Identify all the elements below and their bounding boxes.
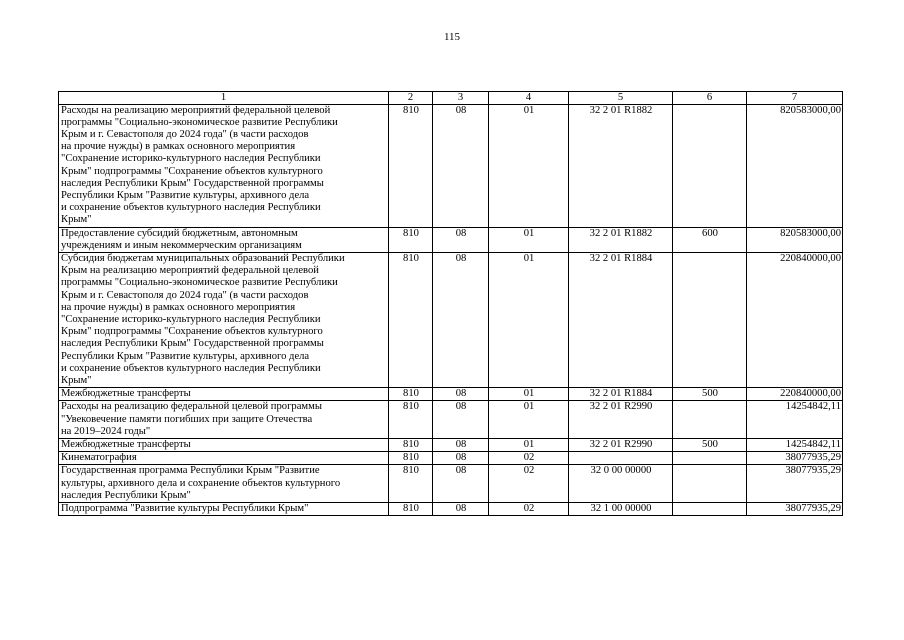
row-section: 08 [433,104,489,227]
row-subsection: 01 [489,104,569,227]
row-ministry: 810 [389,503,433,516]
row-target-article: 32 2 01 R1882 [569,104,673,227]
header-col-6: 6 [673,92,747,105]
header-col-2: 2 [389,92,433,105]
budget-table [58,91,843,516]
row-subsection: 01 [489,252,569,387]
row-target-article: 32 2 01 R1884 [569,388,673,401]
row-amount: 220840000,00 [747,252,843,387]
row-target-article: 32 0 00 00000 [569,465,673,503]
header-col-4: 4 [489,92,569,105]
row-ministry: 810 [389,227,433,252]
row-section: 08 [433,401,489,439]
header-row [59,92,843,105]
row-subsection: 01 [489,401,569,439]
row-subsection: 02 [489,465,569,503]
row-expense-type [673,401,747,439]
row-section: 08 [433,465,489,503]
row-name: Кинематография [59,452,389,465]
header-col-1: 1 [59,92,389,105]
row-amount: 38077935,29 [747,465,843,503]
row-ministry: 810 [389,401,433,439]
row-expense-type [673,452,747,465]
row-expense-type [673,104,747,227]
row-subsection: 01 [489,438,569,451]
table-row [59,452,843,465]
row-target-article: 32 2 01 R2990 [569,438,673,451]
header-col-7: 7 [747,92,843,105]
row-subsection: 02 [489,503,569,516]
row-section: 08 [433,438,489,451]
row-name: Расходы на реализацию мероприятий федеральной целевой программы "Социально-экономическое развитие Республики Крым и г. Севастополя до 2024 года" (в части расходов на прочие нужды) в рамках основного мероприятия "Сохранение историко-культурного наследия Республики Крым" подпрограммы "Сохранение объектов культурного наследия Республики Крым" Государственной программы Республики Крым "Развитие культуры, архивного дела и сохранение объектов культурного наследия Республики Крым" [59,104,389,227]
table-row [59,503,843,516]
table-row [59,388,843,401]
row-target-article: 32 2 01 R2990 [569,401,673,439]
table-row [59,465,843,503]
row-name: Предоставление субсидий бюджетным, автономным учреждениям и иным некоммерческим организациям [59,227,389,252]
row-expense-type: 600 [673,227,747,252]
row-amount: 820583000,00 [747,104,843,227]
table-row [59,438,843,451]
row-target-article: 32 2 01 R1884 [569,252,673,387]
table-row [59,252,843,387]
row-section: 08 [433,388,489,401]
row-name: Расходы на реализацию федеральной целевой программы "Увековечение памяти погибших при защите Отечества на 2019–2024 годы" [59,401,389,439]
row-expense-type: 500 [673,438,747,451]
row-amount: 38077935,29 [747,452,843,465]
row-expense-type [673,465,747,503]
row-ministry: 810 [389,465,433,503]
row-amount: 38077935,29 [747,503,843,516]
row-ministry: 810 [389,388,433,401]
row-amount: 220840000,00 [747,388,843,401]
header-col-5: 5 [569,92,673,105]
row-expense-type: 500 [673,388,747,401]
row-ministry: 810 [389,104,433,227]
row-section: 08 [433,252,489,387]
page-number: 115 [443,31,461,43]
header-col-3: 3 [433,92,489,105]
row-subsection: 02 [489,452,569,465]
row-name: Субсидия бюджетам муниципальных образований Республики Крым на реализацию мероприятий федеральной целевой программы "Социально-экономическое развитие Республики Крым и г. Севастополя до 2024 года" (в части расходов на прочие нужды) в рамках основного мероприятия "Сохранение историко-культурного наследия Республики Крым" подпрограммы "Сохранение объектов культурного наследия Республики Крым" Государственной программы Республики Крым "Развитие культуры, архивного дела и сохранение объектов культурного наследия Республики Крым" [59,252,389,387]
row-name: Межбюджетные трансферты [59,438,389,451]
row-subsection: 01 [489,388,569,401]
table-row [59,104,843,227]
row-target-article: 32 1 00 00000 [569,503,673,516]
row-section: 08 [433,452,489,465]
row-expense-type [673,252,747,387]
row-ministry: 810 [389,252,433,387]
table-row [59,227,843,252]
row-expense-type [673,503,747,516]
row-ministry: 810 [389,452,433,465]
row-section: 08 [433,503,489,516]
row-ministry: 810 [389,438,433,451]
row-section: 08 [433,227,489,252]
row-amount: 820583000,00 [747,227,843,252]
row-subsection: 01 [489,227,569,252]
table-row [59,401,843,439]
row-target-article [569,452,673,465]
row-name: Государственная программа Республики Крым "Развитие культуры, архивного дела и сохранение объектов культурного наследия Республики Крым" [59,465,389,503]
row-amount: 14254842,11 [747,438,843,451]
row-amount: 14254842,11 [747,401,843,439]
row-name: Подпрограмма "Развитие культуры Республики Крым" [59,503,389,516]
row-target-article: 32 2 01 R1882 [569,227,673,252]
row-name: Межбюджетные трансферты [59,388,389,401]
